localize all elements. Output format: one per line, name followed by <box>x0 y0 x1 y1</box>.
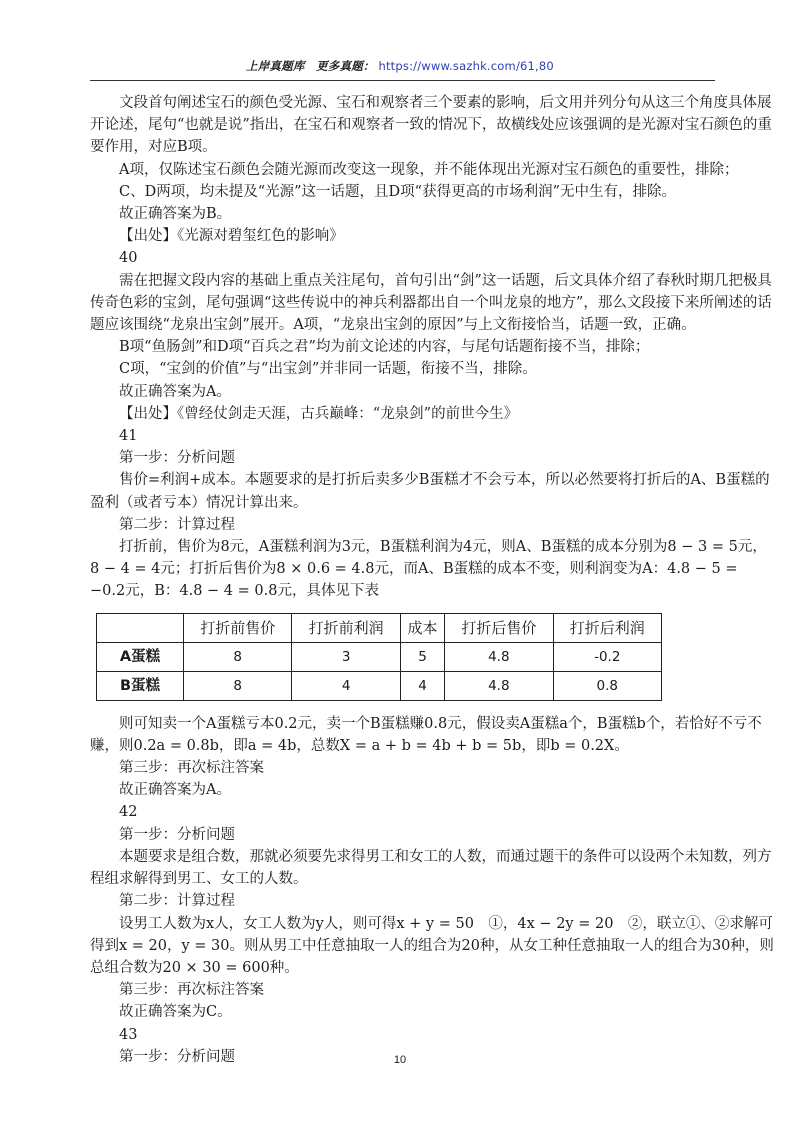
paragraph: 设男工人数为x人，女工人数为y人，则可得x + y = 50 ①，4x − 2y = 20 ②，联立①、②求解可得到x = 20，y = 30。则从男工中任意抽取一人的组合为20种，从女工种任意抽取一人的组合为30种，则总组合数为20 × 30 = 600种。 <box>90 915 774 976</box>
paragraph: 文段首句阐述宝石的颜色受光源、宝石和观察者三个要素的影响，后文用并列分句从这三个角度具体展开论述，尾句“也就是说”指出，在宝石和观察者一致的情况下，故横线处应该强调的是光源对宝石颜色的重要作用，对应B项。 <box>90 95 772 156</box>
step-heading: 第一步：分析问题 <box>119 450 235 467</box>
page-number: 10 <box>393 1054 407 1066</box>
table-cell: 0.8 <box>553 671 661 700</box>
table-row-label: B蛋糕 <box>97 671 184 700</box>
table-header-cell: 打折前利润 <box>292 613 400 642</box>
table-header-cell <box>97 613 184 642</box>
step-heading: 第三步：再次标注答案 <box>119 982 264 999</box>
source-citation: 【出处】《光源对碧玺红色的影响》 <box>119 228 344 245</box>
step-heading: 第二步：计算过程 <box>119 516 235 533</box>
header-brand: 上岸真题库 <box>246 59 305 73</box>
paragraph: 需在把握文段内容的基础上重点关注尾句，首句引出“剑”这一话题，后文具体介绍了春秋时期几把极具传奇色彩的宝剑，尾句强调“这些传说中的神兵利器都出自一个叫龙泉的地方”，那么文段接下来所阐述的话题应该围绕“龙泉出宝剑”展开。A项，“龙泉出宝剑的原因”与上文衔接恰当，话题一致，正确。 <box>90 272 772 334</box>
paragraph: C、D两项，均未提及“光源”这一话题，且D项“获得更高的市场利润”无中生有，排除。 <box>119 183 676 200</box>
paragraph: 故正确答案为C。 <box>119 1004 232 1021</box>
table-header-cell: 打折后售价 <box>445 613 553 642</box>
cake-profit-table <box>96 613 662 701</box>
paragraph: 则可知卖一个A蛋糕亏本0.2元，卖一个B蛋糕赚0.8元，假设卖A蛋糕a个，B蛋糕b个，若恰好不亏不赚，则0.2a = 0.8b，即a = 4b，总数X = a + b = 4b + b = 5b，即b = 0.2X。 <box>90 715 762 754</box>
table-row <box>97 642 662 671</box>
table-cell: 5 <box>400 642 444 671</box>
question-number: 41 <box>119 428 138 445</box>
paragraph: 故正确答案为A。 <box>119 782 231 799</box>
paragraph: C项，“宝剑的价值”与“出宝剑”并非同一话题，衔接不当，排除。 <box>119 361 537 378</box>
table-cell: 8 <box>184 671 292 700</box>
header-url-link[interactable]: https://www.sazhk.com/61,80 <box>378 59 554 73</box>
step-heading: 第一步：分析问题 <box>119 826 235 843</box>
paragraph: 售价=利润+成本。本题要求的是打折后卖多少B蛋糕才不会亏本，所以必然要将打折后的A、B蛋糕的盈利（或者亏本）情况计算出来。 <box>90 472 770 511</box>
paragraph: 打折前，售价为8元，A蛋糕利润为3元，B蛋糕利润为4元，则A、B蛋糕的成本分别为8 − 3 = 5元，8 − 4 = 4元；打折后售价为8 × 0.6 = 4.8元，而A、B蛋糕的成本不变，则利润变为A：4.8 − 5 = −0.2元，B：4.8 − 4 = 0.8元，具体见下表 <box>90 539 767 600</box>
paragraph: 故正确答案为A。 <box>119 383 231 400</box>
table-cell: 4.8 <box>445 642 553 671</box>
table-cell: 8 <box>184 642 292 671</box>
question-number: 43 <box>119 1026 138 1043</box>
header-label: 更多真题： <box>316 59 375 73</box>
table-header-cell: 成本 <box>400 613 444 642</box>
table-row-label: A蛋糕 <box>97 642 184 671</box>
question-number: 40 <box>119 250 138 267</box>
step-heading: 第二步：计算过程 <box>119 893 235 910</box>
table-cell: -0.2 <box>553 642 661 671</box>
table-cell: 4 <box>400 671 444 700</box>
table-header-row <box>97 613 662 642</box>
step-heading: 第一步：分析问题 <box>119 1048 235 1065</box>
paragraph: 本题要求是组合数，那就必须要先求得男工和女工的人数，而通过题干的条件可以设两个未知数，列方程组求解得到男工、女工的人数。 <box>90 848 772 888</box>
source-citation: 【出处】《曾经仗剑走天涯，古兵巅峰：“龙泉剑”的前世今生》 <box>119 405 519 422</box>
table-cell: 4 <box>292 671 400 700</box>
paragraph: A项，仅陈述宝石颜色会随光源而改变这一现象，并不能体现出光源对宝石颜色的重要性，排除； <box>119 161 739 178</box>
table-cell: 3 <box>292 642 400 671</box>
table-header-cell: 打折后利润 <box>553 613 661 642</box>
table-cell: 4.8 <box>445 671 553 700</box>
paragraph: B项“鱼肠剑”和D项“百兵之君”均为前文论述的内容，与尾句话题衔接不当，排除； <box>119 339 650 356</box>
paragraph: 故正确答案为B。 <box>119 206 232 223</box>
header-divider <box>90 80 715 81</box>
question-number: 42 <box>119 804 138 821</box>
table-header-cell: 打折前售价 <box>184 613 292 642</box>
table-row <box>97 671 662 700</box>
step-heading: 第三步：再次标注答案 <box>119 760 264 777</box>
document-body <box>90 92 775 1068</box>
page-header <box>0 58 800 74</box>
